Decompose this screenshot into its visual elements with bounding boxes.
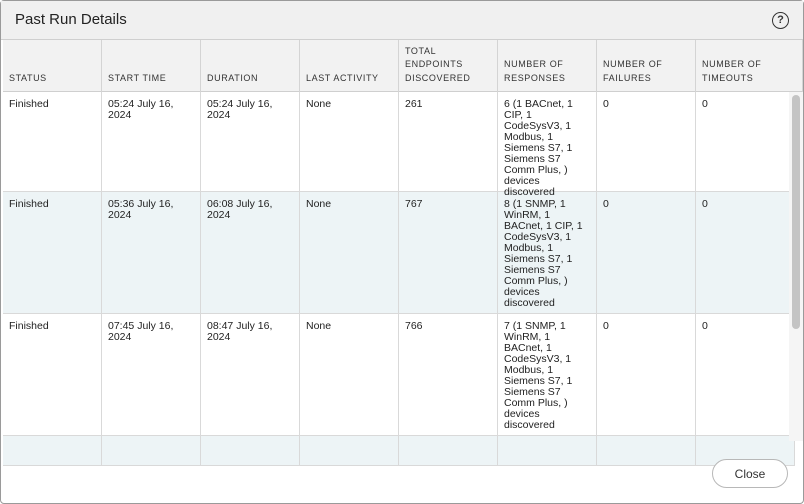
scrollbar-thumb[interactable] xyxy=(792,95,800,329)
cell-failures: 0 xyxy=(597,192,696,313)
cell-empty xyxy=(102,436,201,465)
cell-start-time: 05:36 July 16, 2024 xyxy=(102,192,201,313)
cell-start-time: 05:24 July 16, 2024 xyxy=(102,92,201,191)
cell-timeouts: 0 xyxy=(696,314,795,435)
table-row[interactable] xyxy=(3,92,795,198)
column-header-status[interactable]: STATUS xyxy=(3,40,102,92)
table-row[interactable] xyxy=(3,314,795,436)
cell-responses: 8 (1 SNMP, 1 WinRM, 1 BACnet, 1 CIP, 1 CodeSysV3, 1 Modbus, 1 Siemens S7, 1 Siemens S7 Comm Plus, ) devices discovered xyxy=(498,192,597,313)
cell-total-endpoints: 261 xyxy=(399,92,498,191)
help-icon[interactable]: ? xyxy=(772,12,789,29)
cell-empty xyxy=(498,436,597,465)
cell-duration: 06:08 July 16, 2024 xyxy=(201,192,300,313)
cell-total-endpoints: 766 xyxy=(399,314,498,435)
cell-failures: 0 xyxy=(597,314,696,435)
runs-table xyxy=(3,40,803,441)
cell-timeouts: 0 xyxy=(696,92,795,191)
cell-total-endpoints: 767 xyxy=(399,192,498,313)
close-button[interactable]: Close xyxy=(712,459,788,488)
column-header-total-endpoints[interactable]: TOTAL ENDPOINTS DISCOVERED xyxy=(399,40,498,92)
table-scrollbar[interactable] xyxy=(789,92,803,441)
column-header-start-time[interactable]: START TIME xyxy=(102,40,201,92)
cell-responses: 6 (1 BACnet, 1 CIP, 1 CodeSysV3, 1 Modbus, 1 Siemens S7, 1 Siemens S7 Comm Plus, ) devices discovered xyxy=(498,92,597,191)
cell-duration: 08:47 July 16, 2024 xyxy=(201,314,300,435)
cell-empty xyxy=(300,436,399,465)
table-header xyxy=(3,40,803,92)
cell-status: Finished xyxy=(3,192,102,313)
cell-last-activity: None xyxy=(300,314,399,435)
table-body xyxy=(3,92,795,466)
cell-last-activity: None xyxy=(300,192,399,313)
table-row-partial[interactable] xyxy=(3,436,795,466)
cell-duration: 05:24 July 16, 2024 xyxy=(201,92,300,191)
column-header-timeouts[interactable]: NUMBER OF TIMEOUTS xyxy=(696,40,803,92)
column-header-responses[interactable]: NUMBER OF RESPONSES xyxy=(498,40,597,92)
dialog-title: Past Run Details xyxy=(15,11,127,28)
cell-last-activity: None xyxy=(300,92,399,191)
cell-responses: 7 (1 SNMP, 1 WinRM, 1 BACnet, 1 CodeSysV3, 1 Modbus, 1 Siemens S7, 1 Siemens S7 Comm Plus, ) devices discovered xyxy=(498,314,597,435)
cell-failures: 0 xyxy=(597,92,696,191)
column-header-last-activity[interactable]: LAST ACTIVITY xyxy=(300,40,399,92)
cell-empty xyxy=(3,436,102,465)
cell-empty xyxy=(399,436,498,465)
column-header-duration[interactable]: DURATION xyxy=(201,40,300,92)
cell-status: Finished xyxy=(3,92,102,191)
cell-timeouts: 0 xyxy=(696,192,795,313)
cell-empty xyxy=(201,436,300,465)
table-row[interactable] xyxy=(3,192,795,314)
column-header-failures[interactable]: NUMBER OF FAILURES xyxy=(597,40,696,92)
cell-status: Finished xyxy=(3,314,102,435)
cell-empty xyxy=(597,436,696,465)
cell-start-time: 07:45 July 16, 2024 xyxy=(102,314,201,435)
dialog-header xyxy=(1,1,803,40)
